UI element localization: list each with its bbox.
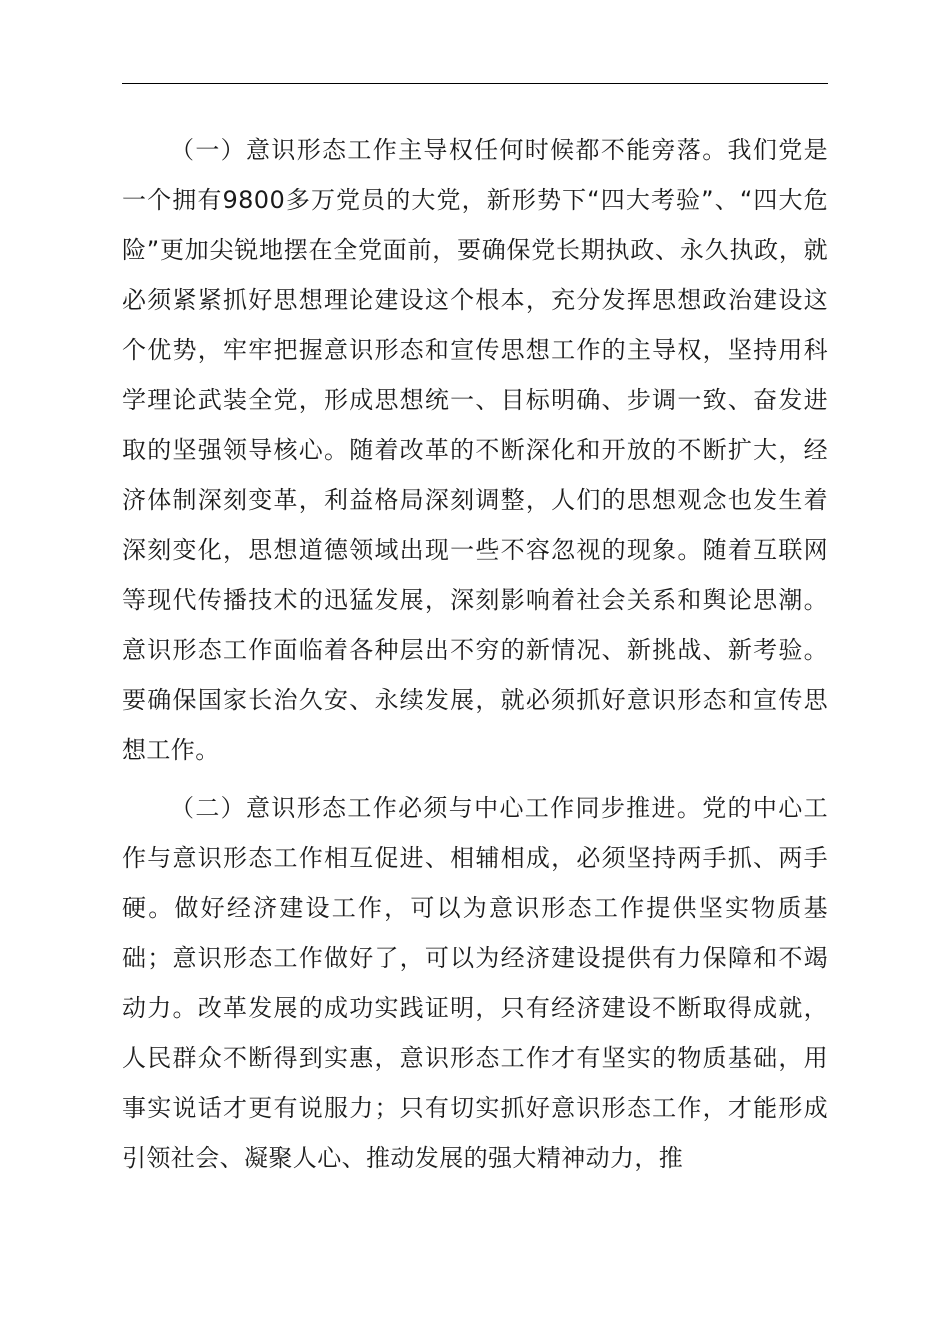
paragraph-1: （一）意识形态工作主导权任何时候都不能旁落。我们党是一个拥有9800多万党员的大党，新形势下“四大考验”、“四大危险”更加尖锐地摆在全党面前，要确保党长期执政、永久执政，就必须紧紧抓好思想理论建设这个根本，充分发挥思想政治建设这个优势，牢牢把握意识形态和宣传思想工作的主导权，坚持用科学理论武装全党，形成思想统一、目标明确、步调一致、奋发进取的坚强领导核心。随着改革的不断深化和开放的不断扩大，经济体制深刻变革，利益格局深刻调整，人们的思想观念也发生着深刻变化，思想道德领域出现一些不容忽视的现象。随着互联网等现代传播技术的迅猛发展，深刻影响着社会关系和舆论思潮。意识形态工作面临着各种层出不穷的新情况、新挑战、新考验。要确保国家长治久安、永续发展，就必须抓好意识形态和宣传思想工作。 (122, 136, 828, 764)
document-body (122, 125, 828, 1183)
paragraph-2: （二）意识形态工作必须与中心工作同步推进。党的中心工作与意识形态工作相互促进、相辅相成，必须坚持两手抓、两手硬。做好经济建设工作，可以为意识形态工作提供坚实物质基础；意识形态工作做好了，可以为经济建设提供有力保障和不竭动力。改革发展的成功实践证明，只有经济建设不断取得成就，人民群众不断得到实惠，意识形态工作才有坚实的物质基础，用事实说话才更有说服力；只有切实抓好意识形态工作，才能形成引领社会、凝聚人心、推动发展的强大精神动力，推 (122, 794, 828, 1172)
header-rule (122, 83, 828, 84)
